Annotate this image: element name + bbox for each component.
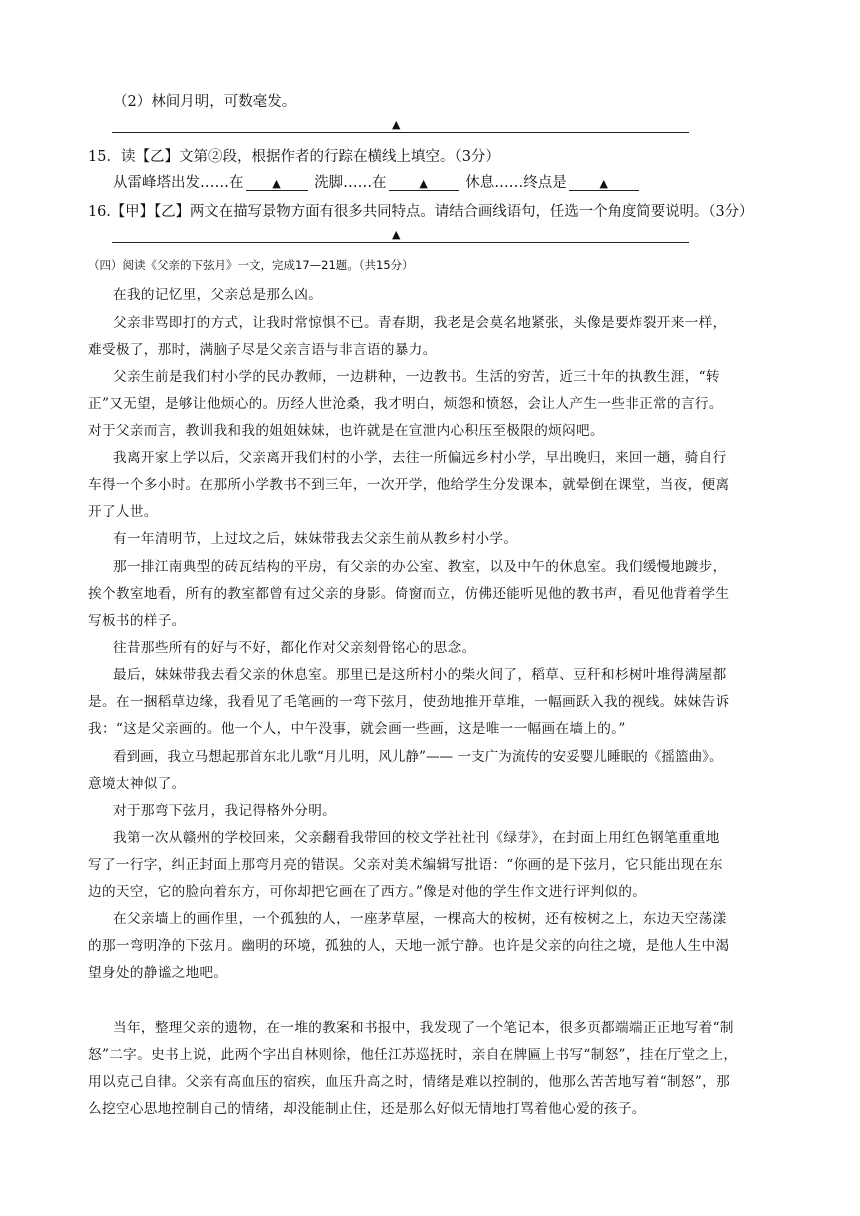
passage-line: 挨个教室地看，所有的教室都曾有过父亲的身影。倚窗而立，仿佛还能听见他的教书声，看见他背着学生 [88, 586, 730, 602]
passage-line: 对于那弯下弦月，我记得格外分明。 [113, 803, 337, 819]
passage-line: 写板书的样子。 [88, 613, 186, 629]
passage-line: 难受极了，那时，满脑子尽是父亲言语与非言语的暴力。 [88, 342, 437, 358]
passage-line: 往昔那些所有的好与不好，都化作对父亲刻骨铭心的思念。 [113, 640, 476, 656]
answer-line[interactable] [112, 132, 689, 133]
q15-part-1: 从雷峰塔出发……在 [113, 175, 244, 191]
fill-blank-3[interactable] [569, 177, 639, 191]
passage-line: 意境太神似了。 [88, 776, 186, 792]
passage-line: 对于父亲而言，教训我和我的姐姐妹妹，也许就是在宣泄内心积压至极限的烦闷吧。 [88, 423, 604, 439]
passage-line: 正”又无望，是够让他烦心的。历经人世沧桑，我才明白，烦怨和愤怒，会让人产生一些非正常的言行。 [88, 396, 723, 412]
fill-blank-2[interactable] [389, 177, 459, 191]
passage-line: 是。在一捆稻草边缘，我看见了毛笔画的一弯下弦月，使劲地推开草堆，一幅画跃入我的视线。妹妹告诉 [88, 694, 730, 710]
q15-part-3: 休息……终点是 [465, 175, 567, 191]
q15-part-2: 洗脚……在 [314, 175, 387, 191]
passage-line: 当年，整理父亲的遗物，在一堆的教案和书报中，我发现了一个笔记本，很多页都端端正正地写着“制 [113, 1020, 734, 1036]
passage-line: 那一排江南典型的砖瓦结构的平房，有父亲的办公室、教室，以及中午的休息室。我们缓慢地踱步， [113, 559, 727, 575]
passage-line: 父亲非骂即打的方式，让我时常惊惧不已。青春期，我老是会莫名地紧张，头像是要炸裂开来一样， [113, 315, 727, 331]
passage-line: 的那一弯明净的下弦月。幽明的环境，孤独的人，天地一派宁静。也许是父亲的向往之境，是他人生中渴 [88, 938, 730, 954]
passage-line: 写了一行字，纠正封面上那弯月亮的错误。父亲对美术编辑写批语：“你画的是下弦月，它只能出现在东 [88, 857, 723, 873]
q15-fill-line [113, 171, 641, 192]
q14-item-2: （2）林间月明，可数毫发。 [113, 94, 297, 110]
fill-blank-1[interactable] [246, 177, 308, 191]
answer-mark: ▲ [419, 177, 428, 190]
question-15: 15．读【乙】文第②段，根据作者的行踪在横线上填空。（3分） [88, 149, 500, 165]
section-4-heading: （四）阅读《父亲的下弦月》一文，完成17—21题。（共15分） [88, 258, 414, 272]
passage-line: 在我的记忆里，父亲总是那么凶。 [113, 287, 323, 303]
passage-line: 父亲生前是我们村小学的民办教师，一边耕种，一边教书。生活的穷苦，近三十年的执教生涯，“转 [113, 369, 720, 385]
passage-line: 最后，妹妹带我去看父亲的休息室。那里已是这所村小的柴火间了，稻草、豆秆和杉树叶堆得满屋都 [113, 667, 727, 683]
answer-mark: ▲ [392, 118, 401, 131]
answer-mark: ▲ [392, 228, 401, 241]
passage-line: 我第一次从赣州的学校回来，父亲翻看我带回的校文学社社刊《绿芽》，在封面上用红色钢笔重重地 [113, 830, 720, 846]
passage-line: 在父亲墙上的画作里，一个孤独的人，一座茅草屋，一棵高大的桉树，还有桉树之上，东边天空荡漾 [113, 911, 727, 927]
passage-line: 我：“这是父亲画的。他一个人，中午没事，就会画一些画，这是唯一一幅画在墙上的。” [88, 721, 626, 737]
passage-line: 开了人世。 [88, 504, 158, 520]
passage-line: 么挖空心思地控制自己的情绪，却没能制止住，还是那么好似无情地打骂着他心爱的孩子。 [88, 1101, 646, 1117]
passage-line: 用以克己自律。父亲有高血压的宿疾，血压升高之时，情绪是难以控制的，他那么苦苦地写着“制怒”，那 [88, 1074, 731, 1090]
passage-line: 边的天空，它的脸向着东方，可你却把它画在了西方。”像是对他的学生作文进行评判似的。 [88, 884, 647, 900]
passage-line: 怒”二字。史书上说，此两个字出自林则徐，他任江苏巡抚时，亲自在牌匾上书写“制怒”，挂在厅堂之上， [88, 1047, 738, 1063]
question-16: 16.【甲】【乙】两文在描写景物方面有很多共同特点。请结合画线语句，任选一个角度简要说明。（3分） [88, 204, 754, 220]
passage-line: 车得一个多小时。在那所小学教书不到三年，一次开学，他给学生分发课本，就晕倒在课堂，当夜，便离 [88, 477, 730, 493]
passage-line: 有一年清明节，上过坟之后，妹妹带我去父亲生前从教乡村小学。 [113, 531, 518, 547]
passage-line: 我离开家上学以后，父亲离开我们村的小学，去往一所偏远乡村小学，早出晚归，来回一趟，骑自行 [113, 450, 727, 466]
answer-mark: ▲ [599, 177, 608, 190]
answer-mark: ▲ [272, 177, 281, 190]
passage-line: 望身处的静谧之地吧。 [88, 965, 228, 981]
passage-line: 看到画，我立马想起那首东北儿歌“月儿明，风儿静”—— 一支广为流传的安妥婴儿睡眠的《摇篮曲》。 [113, 749, 723, 765]
answer-line[interactable] [112, 242, 689, 243]
